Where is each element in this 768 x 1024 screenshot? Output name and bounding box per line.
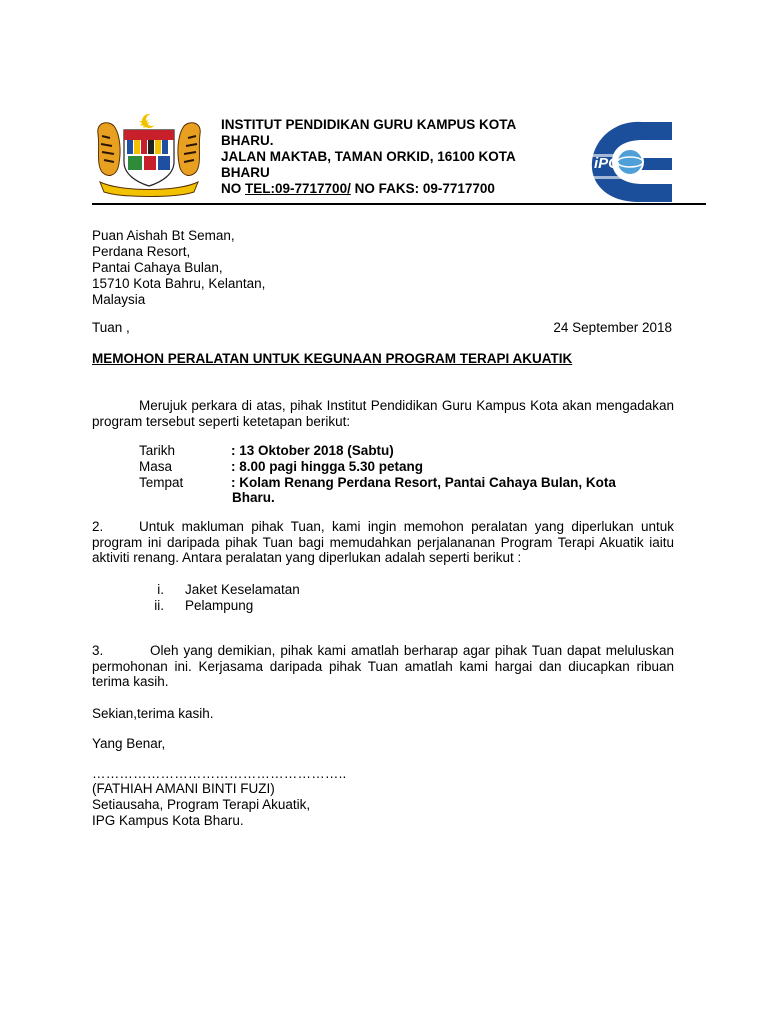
- closing-sincerely: Yang Benar,: [92, 736, 166, 751]
- fax-number: NO FAKS: 09-7717700: [350, 181, 495, 196]
- signer-block: [92, 781, 310, 829]
- header-divider: [92, 203, 706, 205]
- closing-thanks: Sekian,terima kasih.: [92, 706, 214, 721]
- address-line: Puan Aishah Bt Seman,: [92, 228, 235, 243]
- address-line: 15710 Kota Bahru, Kelantan,: [92, 276, 266, 291]
- ipg-logo-text: iPG: [594, 155, 620, 172]
- detail-label: Masa: [139, 459, 173, 474]
- institution-header: [221, 117, 561, 197]
- paragraph-number: 2.: [92, 519, 104, 534]
- paragraph-1: Merujuk perkara di atas, pihak Institut Pendidikan Guru Kampus Kota akan mengadakan program tersebut seperti ketetapan berikut:: [92, 398, 674, 429]
- detail-label: Tempat: [139, 475, 184, 490]
- ipg-logo: [582, 118, 677, 204]
- list-marker: i.: [157, 582, 164, 597]
- detail-label: Tarikh: [139, 443, 176, 458]
- signer-name: (FATHIAH AMANI BINTI FUZI): [92, 781, 275, 796]
- signature-line: ………………………………………………..: [92, 766, 347, 781]
- paragraph-text: Untuk makluman pihak Tuan, kami ingin memohon peralatan yang diperlukan untuk program ini daripada pihak Tuan bagi memudahkan perjalananan Program Terapi Akuatik iaitu aktiviti renang. Antara peralatan yang diperlukan adalah seperti berikut :: [92, 519, 674, 565]
- institution-address-line2: BHARU: [221, 165, 270, 180]
- detail-value: : Kolam Renang Perdana Resort, Pantai Cahaya Bulan, Kota: [231, 475, 616, 490]
- address-line: Pantai Cahaya Bulan,: [92, 260, 223, 275]
- address-line: Perdana Resort,: [92, 244, 191, 259]
- list-marker: ii.: [154, 598, 164, 613]
- letter-subject: MEMOHON PERALATAN UNTUK KEGUNAAN PROGRAM TERAPI AKUATIK: [92, 351, 573, 366]
- paragraph-text: Oleh yang demikian, pihak kami amatlah berharap agar pihak Tuan dapat meluluskan permohonan ini. Kerjasama daripada pihak Tuan amatlah kami hargai dan diucapkan ribuan terima kasih.: [92, 643, 674, 689]
- coat-of-arms-logo: [90, 112, 208, 198]
- institution-name-line1: INSTITUT PENDIDIKAN GURU KAMPUS KOTA: [221, 117, 517, 132]
- telephone-number: TEL:09-7717700/: [245, 181, 351, 196]
- paragraph-2: [92, 519, 674, 566]
- list-text: Jaket Keselamatan: [185, 582, 300, 597]
- paragraph-number: 3.: [92, 643, 104, 658]
- list-text: Pelampung: [185, 598, 254, 613]
- signer-title: Setiausaha, Program Terapi Akuatik,: [92, 797, 311, 812]
- letter-date: 24 September 2018: [553, 320, 672, 335]
- address-line: Malaysia: [92, 292, 146, 307]
- salutation: Tuan ,: [92, 320, 130, 335]
- institution-name-line2: BHARU.: [221, 133, 274, 148]
- institution-contact: NO TEL:09-7717700/ NO FAKS: 09-7717700: [221, 181, 495, 196]
- detail-value: : 8.00 pagi hingga 5.30 petang: [231, 459, 424, 474]
- recipient-address: [92, 228, 265, 308]
- paragraph-3: [92, 643, 674, 690]
- detail-value: : 13 Oktober 2018 (Sabtu): [231, 443, 394, 458]
- institution-address-line1: JALAN MAKTAB, TAMAN ORKID, 16100 KOTA: [221, 149, 516, 164]
- signer-organization: IPG Kampus Kota Bharu.: [92, 813, 244, 828]
- detail-value-cont: Bharu.: [232, 490, 275, 505]
